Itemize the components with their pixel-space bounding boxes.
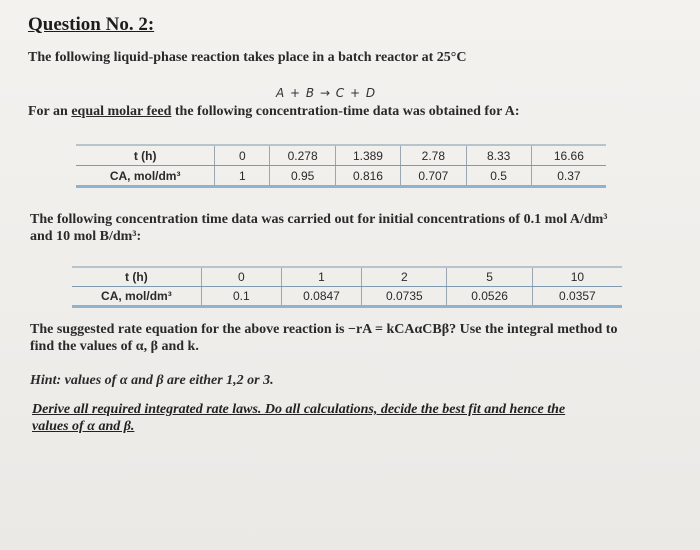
- feed-suffix: the following concentration-time data was obtained for A:: [171, 104, 520, 119]
- table-cell: 1: [215, 166, 270, 187]
- table-cell: 8.33: [466, 145, 531, 166]
- table-cell: 0.5: [466, 166, 531, 187]
- table-cell: 16.66: [531, 145, 606, 166]
- row-header-t: t (h): [76, 145, 215, 166]
- table-cell: 1.389: [335, 145, 400, 166]
- row-header-ca: CA, mol/dm³: [76, 166, 215, 187]
- derive-instruction-line1: Derive all required integrated rate laws. Do all calculations, decide the best fit and hence the: [32, 402, 566, 417]
- table-cell: 0.0526: [447, 287, 532, 307]
- rate-equation-line2: find the values of α, β and k.: [30, 339, 199, 354]
- derive-instruction-line2: values of α and β.: [32, 419, 135, 434]
- table-cell: 5: [447, 267, 532, 287]
- table-cell: 1: [281, 267, 361, 287]
- feed-sentence: [28, 104, 520, 120]
- table-cell: 0: [201, 267, 281, 287]
- table-cell: 0.0357: [559, 289, 596, 303]
- table-cell: 0.707: [401, 166, 466, 187]
- table-cell: 0.1: [201, 287, 281, 307]
- table-cell: 0.95: [270, 166, 335, 187]
- row-header-t: t (h): [72, 267, 201, 287]
- table-cell: 0.37: [557, 168, 581, 183]
- table-cell: 2.78: [401, 145, 466, 166]
- table-cell: 10: [532, 267, 622, 287]
- table-row: [72, 267, 622, 287]
- rate-equation-line1: The suggested rate equation for the above reaction is −rA = kCAαCBβ? Use the integral method to: [30, 322, 618, 337]
- initial-conditions-line2: and 10 mol B/dm³:: [30, 229, 142, 244]
- table-cell: 0.278: [270, 145, 335, 166]
- table-cell: 0.816: [335, 166, 400, 187]
- table-row: [72, 287, 622, 307]
- table-cell: 0: [215, 145, 270, 166]
- table-row: [76, 166, 606, 187]
- table-cell: 2: [362, 267, 447, 287]
- question-title: Question No. 2:: [28, 14, 155, 35]
- row-header-ca: CA, mol/dm³: [72, 287, 201, 307]
- table-row: [76, 145, 606, 166]
- reaction-equation: A + B → C + D: [276, 86, 377, 100]
- hint-text: Hint: values of α and β are either 1,2 or 3.: [30, 373, 274, 388]
- table-cell: 0.0735: [362, 287, 447, 307]
- concentration-table-1: [76, 144, 606, 188]
- concentration-table-2: [72, 266, 622, 308]
- intro-text: The following liquid-phase reaction takes place in a batch reactor at 25°C: [28, 50, 467, 65]
- initial-conditions-line1: The following concentration time data was carried out for initial concentrations of 0.1 mol A/dm³: [30, 212, 608, 227]
- feed-underlined: equal molar feed: [71, 104, 172, 119]
- table-cell: 0.0847: [281, 287, 361, 307]
- feed-prefix: For an: [28, 104, 72, 119]
